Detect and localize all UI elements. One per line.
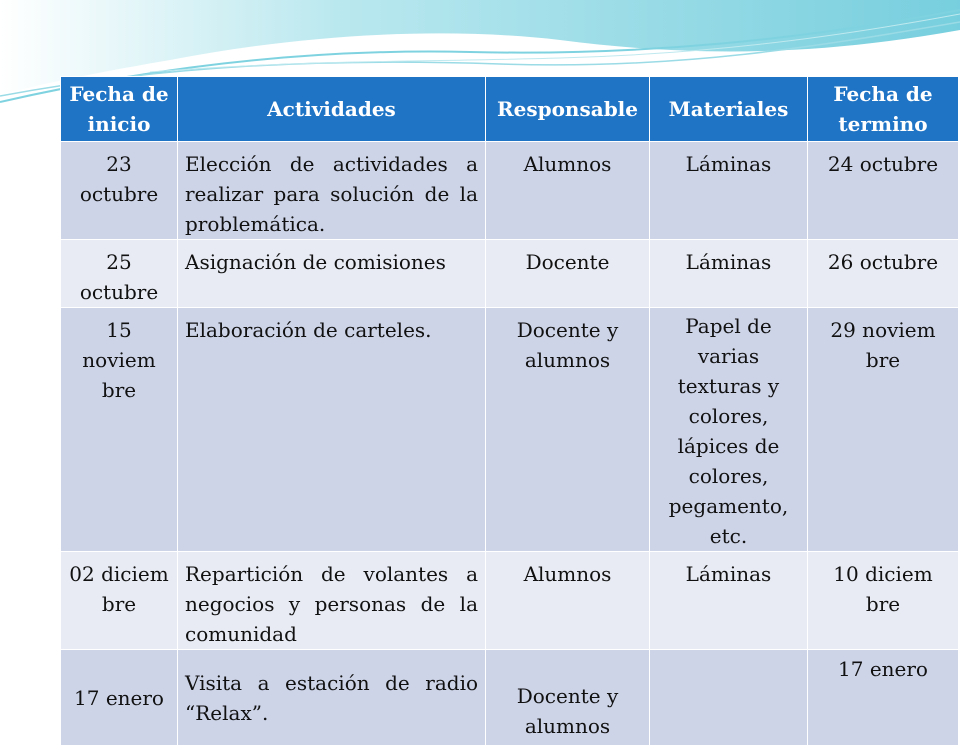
cell-materials: Láminas — [650, 142, 808, 240]
header-fecha-inicio: Fecha de inicio — [61, 77, 178, 142]
cell-end-date: 17 enero — [808, 650, 959, 746]
cell-responsible: Docente y alumnos — [486, 308, 650, 552]
cell-responsible: Alumnos — [486, 552, 650, 650]
cell-end-date: 29 noviem bre — [808, 308, 959, 552]
cell-end-date: 24 octubre — [808, 142, 959, 240]
table-row — [61, 552, 959, 650]
cell-materials: Láminas — [650, 552, 808, 650]
table-row — [61, 650, 959, 746]
cell-activity: Asignación de comisiones — [178, 240, 486, 308]
activities-table — [60, 76, 959, 746]
table-row — [61, 308, 959, 552]
cell-materials: Papel de varias texturas y colores, lápices de colores, pegamento, etc. — [650, 308, 808, 552]
cell-activity: Elección de actividades a realizar para solución de la problemática. — [178, 142, 486, 240]
table-row — [61, 142, 959, 240]
cell-materials — [650, 650, 808, 746]
cell-responsible: Docente y alumnos — [486, 650, 650, 746]
cell-activity: Visita a estación de radio “Relax”. — [178, 650, 486, 746]
header-materiales: Materiales — [650, 77, 808, 142]
cell-start-date: 17 enero — [61, 650, 178, 746]
cell-start-date: 15 noviem bre — [61, 308, 178, 552]
header-responsable: Responsable — [486, 77, 650, 142]
cell-start-date: 25 octubre — [61, 240, 178, 308]
cell-start-date: 02 diciem bre — [61, 552, 178, 650]
cell-activity: Repartición de volantes a negocios y personas de la comunidad — [178, 552, 486, 650]
header-fecha-termino: Fecha de termino — [808, 77, 959, 142]
cell-start-date: 23 octubre — [61, 142, 178, 240]
cell-responsible: Alumnos — [486, 142, 650, 240]
cell-end-date: 26 octubre — [808, 240, 959, 308]
table-header-row — [61, 77, 959, 142]
cell-materials: Láminas — [650, 240, 808, 308]
header-actividades: Actividades — [178, 77, 486, 142]
cell-responsible: Docente — [486, 240, 650, 308]
cell-end-date: 10 diciem bre — [808, 552, 959, 650]
table-row — [61, 240, 959, 308]
cell-activity: Elaboración de carteles. — [178, 308, 486, 552]
